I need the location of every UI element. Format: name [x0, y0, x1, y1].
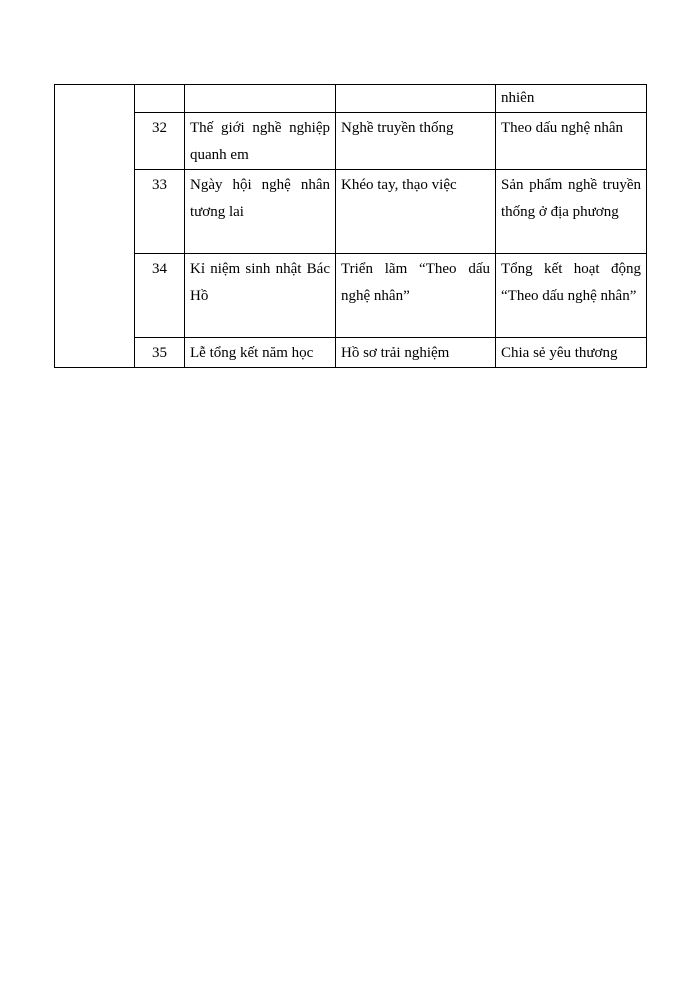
week-cell	[55, 85, 135, 368]
table-row	[55, 338, 647, 368]
table-row	[55, 254, 647, 338]
table-row	[55, 170, 647, 254]
row-number: 33	[135, 170, 185, 254]
topic-cell: Ngày hội nghệ nhân tương lai	[185, 170, 336, 254]
result-cell: Chia sẻ yêu thương	[496, 338, 647, 368]
topic-cell: Lễ tổng kết năm học	[185, 338, 336, 368]
topic-cell: Kỉ niệm sinh nhật Bác Hồ	[185, 254, 336, 338]
result-cell: Sản phẩm nghề truyền thống ở địa phương	[496, 170, 647, 254]
row-number: 35	[135, 338, 185, 368]
row-number: 34	[135, 254, 185, 338]
content-cell: Triển lãm “Theo dấu nghệ nhân”	[336, 254, 496, 338]
table-row	[55, 85, 647, 113]
activity-plan-table	[54, 84, 647, 368]
content-cell: Khéo tay, thạo việc	[336, 170, 496, 254]
topic-cell: Thế giới nghề nghiệp quanh em	[185, 113, 336, 170]
result-cell: Tổng kết hoạt động “Theo dấu nghệ nhân”	[496, 254, 647, 338]
content-cell: Hồ sơ trải nghiệm	[336, 338, 496, 368]
row-number	[135, 85, 185, 113]
result-cell: Theo dấu nghệ nhân	[496, 113, 647, 170]
table-row	[55, 113, 647, 170]
row-number: 32	[135, 113, 185, 170]
content-cell: Nghề truyền thống	[336, 113, 496, 170]
content-cell	[336, 85, 496, 113]
topic-cell	[185, 85, 336, 113]
result-cell: nhiên	[496, 85, 647, 113]
